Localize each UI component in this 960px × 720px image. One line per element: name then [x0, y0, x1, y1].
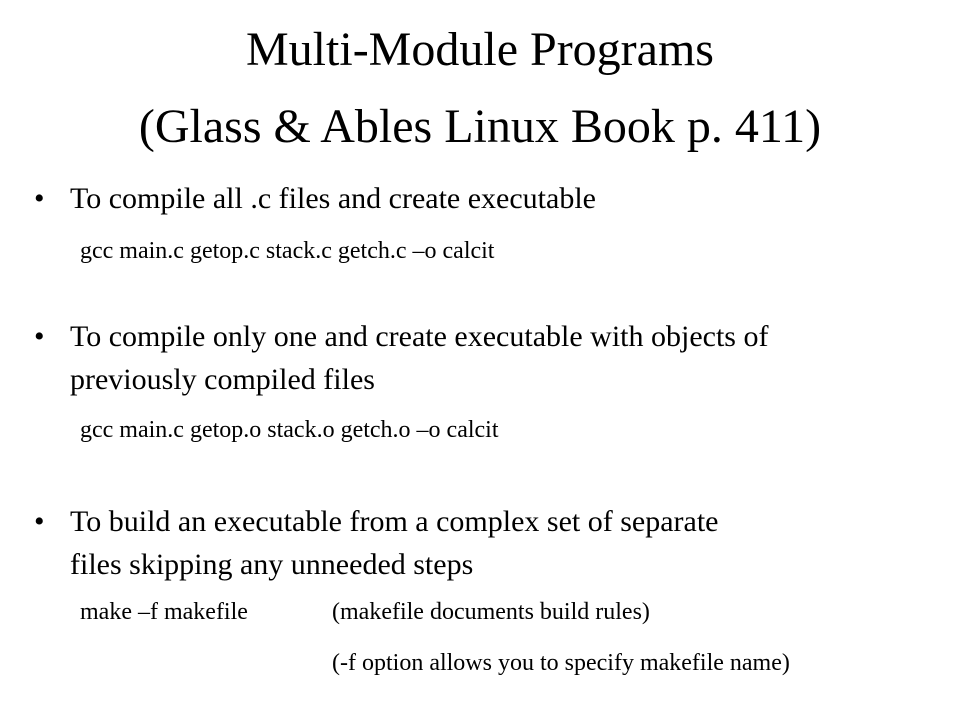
slide-title-line-1: Multi-Module Programs — [246, 23, 714, 76]
command-line: make –f makefile — [80, 599, 248, 625]
bullet-text-continued: previously compiled files — [70, 363, 375, 396]
bullet-text-continued: files skipping any unneeded steps — [70, 548, 474, 581]
bullet-text: To compile all .c files and create executable — [70, 182, 596, 215]
command-note: (makefile documents build rules) — [332, 599, 650, 625]
command-line: gcc main.c getop.o stack.o getch.o –o calcit — [80, 417, 499, 443]
bullet-icon: • — [34, 320, 45, 353]
command-line: gcc main.c getop.c stack.c getch.c –o calcit — [80, 238, 495, 264]
bullet-text: To build an executable from a complex set of separate — [70, 505, 719, 538]
bullet-text: To compile only one and create executable with objects of — [70, 320, 769, 353]
bullet-icon: • — [34, 182, 45, 215]
command-note: (-f option allows you to specify makefile name) — [332, 650, 790, 676]
slide-title-line-2: (Glass & Ables Linux Book p. 411) — [138, 100, 822, 153]
bullet-icon: • — [34, 505, 45, 538]
